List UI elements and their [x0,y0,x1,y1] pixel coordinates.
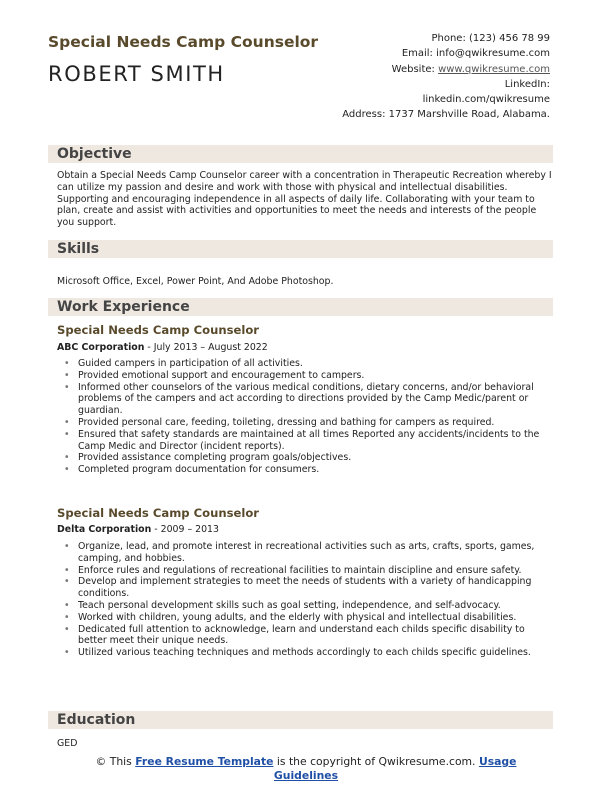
phone-label: Phone: [431,33,466,44]
job-company-line [57,342,268,353]
list-item: • Provided assistance completing program goals/objectives. [64,452,554,464]
education-text: GED [57,738,78,749]
list-item: • Ensured that safety standards are maintained at all times Reported any accidents/incidents to the Camp Medic and Director (incident reports). [64,429,554,453]
list-item: • Teach personal development skills such as goal setting, independence, and self-advocacy. [64,600,554,612]
list-item: • Worked with children, young adults, and the elderly with physical and intellectual disabilities. [64,612,554,624]
skills-text: Microsoft Office, Excel, Power Point, And Adobe Photoshop. [57,276,334,287]
company-name: Delta Corporation [57,524,152,535]
job-title: Special Needs Camp Counselor [57,506,260,520]
contact-linkedin: linkedin.com/qwikresume [422,94,550,106]
skills-heading: Skills [57,241,100,257]
usage-guidelines-link[interactable]: Usage Guidelines [273,755,517,782]
contact-website [320,62,550,77]
contact-phone [320,31,550,46]
job-dates: - 2009 – 2013 [151,524,219,535]
contact-block [320,31,550,123]
website-label: Website: [391,63,435,75]
footer [0,755,612,783]
list-item: • Utilized various teaching techniques and methods accordingly to each childs specific guidelines. [64,647,554,659]
job-company-line [57,524,219,535]
website-link[interactable]: www.qwikresume.com [438,63,550,75]
footer-middle: is the copyright of Qwikresume.com. [273,755,479,768]
company-name: ABC Corporation [57,342,145,353]
address-label: Address: [342,109,386,121]
resume-job-title: Special Needs Camp Counselor [48,33,319,51]
contact-address [320,107,550,122]
footer-line [71,755,541,783]
objective-heading: Objective [57,146,132,162]
list-item: • Guided campers in participation of all activities. [64,358,554,370]
job-bullets [64,358,554,476]
skills-heading-bar [48,240,553,258]
job-title: Special Needs Camp Counselor [57,323,260,337]
footer-prefix: © This [95,755,136,768]
job-dates: - July 2013 – August 2022 [144,342,268,353]
contact-email [320,46,550,61]
contact-linkedin-label: LinkedIn: [504,78,550,90]
free-resume-template-link[interactable]: Free Resume Template [135,755,274,768]
list-item: • Develop and implement strategies to meet the needs of students with a variety of handicapping conditions. [64,576,554,600]
list-item: • Enforce rules and regulations of recreational facilities to maintain discipline and ensure safety. [64,565,554,577]
email-value: info@qwikresume.com [436,48,550,60]
list-item: • Provided emotional support and encouragement to campers. [64,370,554,382]
list-item: • Informed other counselors of the various medical conditions, dietary concerns, and/or behavioral problems of the campers and act according to directions provided by the Camp Medic/parent or guardian. [64,382,554,417]
experience-heading: Work Experience [57,299,190,315]
phone-value: (123) 456 78 99 [469,33,550,44]
list-item: • Completed program documentation for consumers. [64,464,554,476]
objective-text: Obtain a Special Needs Camp Counselor career with a concentration in Therapeutic Recreation whereby I can utilize my passion and desire and work with those with physical and intellectual disabilities. Supporting and encouraging independence in all aspects of daily life. Collaborating with your team to plan, create and assist with activities and opportunities to meet the needs and interests of the people you support. [57,170,552,229]
address-value: 1737 Marshville Road, Alabama. [388,109,550,121]
list-item: • Dedicated full attention to acknowledge, learn and understand each childs specific disability to better meet their unique needs. [64,624,554,648]
email-label: Email: [401,48,433,60]
list-item: • Provided personal care, feeding, toileting, dressing and bathing for campers as required. [64,417,554,429]
education-heading: Education [57,712,136,728]
job-bullets [64,541,554,659]
list-item: • Organize, lead, and promote interest in recreational activities such as arts, crafts, sports, games, camping, and hobbies. [64,541,554,565]
candidate-name: ROBERT SMITH [48,62,225,86]
